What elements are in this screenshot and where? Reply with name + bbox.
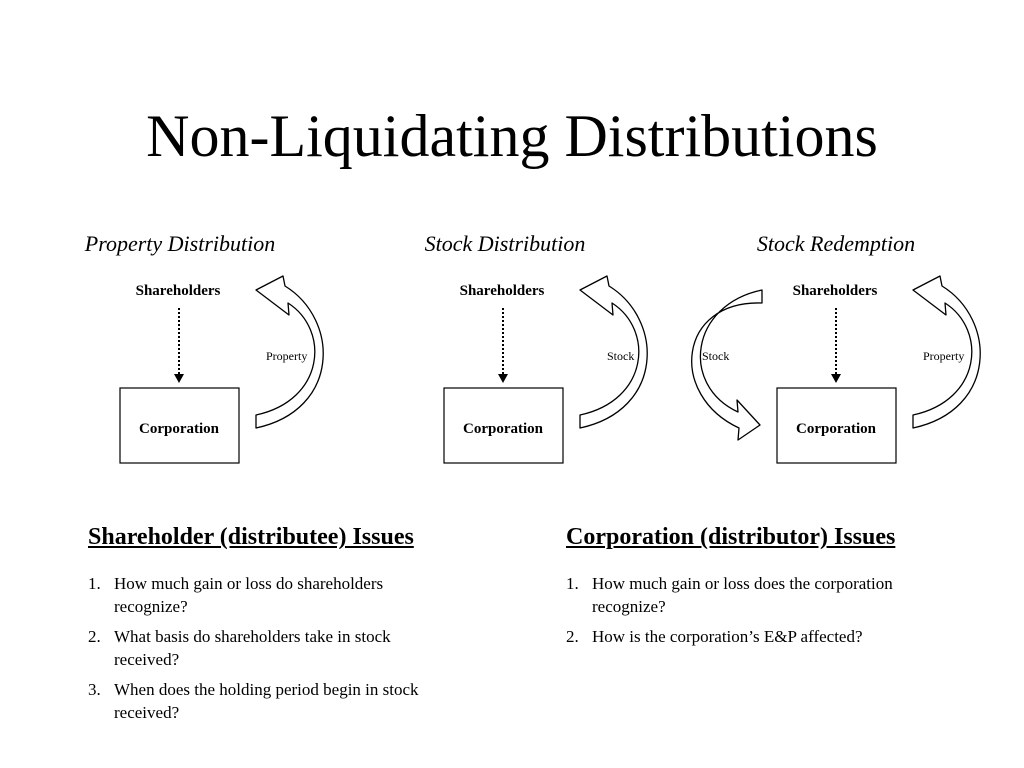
diagram-title: Stock Distribution xyxy=(424,231,586,256)
dotted-arrowhead xyxy=(174,374,184,383)
list-item xyxy=(566,625,966,648)
list-item-text: How much gain or loss do shareholders recognize? xyxy=(114,574,384,616)
list-item-text: How is the corporation’s E&P affected? xyxy=(592,627,863,646)
diagram-title: Property Distribution xyxy=(84,231,276,256)
corporation-label: Corporation xyxy=(796,421,876,437)
diagram-title: Stock Redemption xyxy=(756,231,916,256)
corporation-issues-heading: Corporation (distributor) Issues xyxy=(566,524,896,550)
list-item-number: 1. xyxy=(88,574,101,593)
dotted-arrowhead xyxy=(498,374,508,383)
list-item xyxy=(566,572,966,618)
list-item-text: How much gain or loss does the corporation recognize? xyxy=(592,574,893,616)
shareholders-label: Shareholders xyxy=(792,283,878,299)
list-item-number: 2. xyxy=(566,627,579,646)
list-item-text: When does the holding period begin in stock received? xyxy=(114,680,419,722)
list-item xyxy=(88,572,458,618)
diagram-property-distribution xyxy=(84,231,323,463)
stock-flow-label: Stock xyxy=(607,349,635,363)
shareholder-issues-section xyxy=(88,520,458,731)
dotted-arrowhead xyxy=(831,374,841,383)
list-item xyxy=(88,625,458,671)
diagram-stock-distribution xyxy=(425,231,648,463)
shareholder-issues-heading: Shareholder (distributee) Issues xyxy=(88,524,414,550)
list-item-text: What basis do shareholders take in stock received? xyxy=(114,627,391,669)
list-item-number: 3. xyxy=(88,680,101,699)
diagram-stock-redemption xyxy=(692,231,980,463)
corporation-issues-list xyxy=(566,572,966,648)
curved-arrow-icon xyxy=(692,290,762,440)
shareholders-label: Shareholders xyxy=(459,283,545,299)
stock-flow-label: Stock xyxy=(702,349,730,363)
shareholders-label: Shareholders xyxy=(135,283,221,299)
list-item-number: 2. xyxy=(88,627,101,646)
corporation-label: Corporation xyxy=(463,421,543,437)
list-item xyxy=(88,678,458,724)
slide-title: Non-Liquidating Distributions xyxy=(146,103,878,169)
property-flow-label: Property xyxy=(266,349,308,363)
list-item-number: 1. xyxy=(566,574,579,593)
property-flow-label: Property xyxy=(923,349,965,363)
shareholder-issues-list xyxy=(88,572,458,724)
corporation-label: Corporation xyxy=(139,421,219,437)
corporation-issues-section xyxy=(566,520,966,655)
